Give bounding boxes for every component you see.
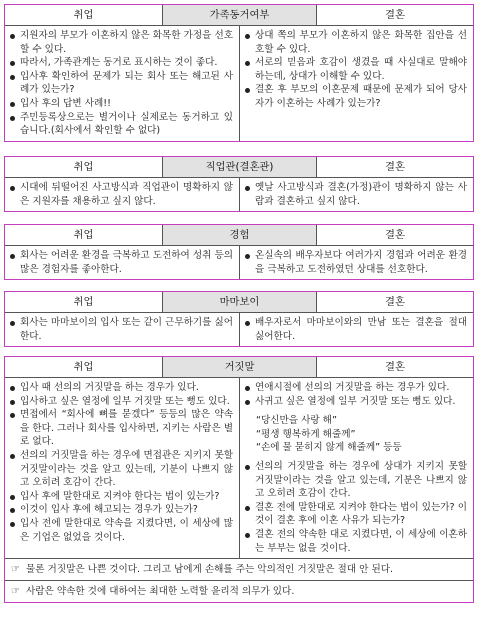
marriage-column [239, 313, 473, 346]
bullet-item: 입사후 확인하여 문제가 되는 회사 또는 해고된 사례가 있는가? [9, 70, 233, 97]
header-topic: 가족동거여부 [163, 5, 317, 25]
quote-list [244, 414, 467, 455]
header-topic: 거짓말 [163, 357, 317, 377]
bullet-item: 선의의 거짓말을 하는 경우에 면접관은 지키지 못할 거짓말이라는 것을 알고 있는데, 기분이 나쁘지 않고 오히려 호감이 간다. [9, 449, 233, 490]
note-text: 물론 거짓말은 나쁜 것이다. 그리고 남에게 손해를 주는 악의적인 거짓말은 절대 안 된다. [25, 564, 394, 575]
table-lies [4, 356, 474, 603]
quote-line: “손에 물 묻히지 않게 해줄께” 등등 [256, 442, 402, 454]
bullet-item: 결혼 전에 말한대로 지켜야 한다는 법이 있는가? 이것이 결혼 후에 이혼 사유가 되는가? [244, 501, 467, 528]
bullet-item: 면접에서 “회사에 뼈를 묻겠다” 등등의 많은 약속을 한다. 그러나 회사를 입사하면, 지키는 사람은 별로 없다. [9, 408, 233, 449]
table-header [5, 157, 473, 178]
employment-column [5, 378, 239, 558]
bullet-item: 이것이 입사 후에 해고되는 경우가 있는가? [9, 503, 233, 517]
header-employment: 취업 [5, 357, 163, 377]
header-marriage: 결혼 [385, 295, 405, 308]
table-family-cohabitation [4, 4, 474, 142]
employment-column [5, 178, 239, 211]
bullet-item: 주민등록상으로는 별거이나 실제로는 동거하고 있습니다.(회사에서 확인할 수 없다) [9, 111, 233, 138]
table-header [5, 225, 473, 246]
bullet-item: 서로의 믿음과 호감이 생겼을 때 사실대로 말해야 하는데, 상대가 이해할 수 있다. [244, 56, 467, 83]
header-employment: 취업 [5, 5, 163, 25]
note-row [5, 558, 473, 580]
bullet-item: 연애시절에 선의의 거짓말을 하는 경우가 있다. [244, 381, 467, 395]
pointing-hand-icon: ☞ [11, 563, 20, 575]
bullet-item: 입사 후에 말한대로 지켜야 한다는 법이 있는가? [9, 490, 233, 504]
marriage-column [239, 378, 473, 558]
table-header [5, 5, 473, 26]
bullet-item: 지원자의 부모가 이혼하지 않은 화목한 가정을 선호할 수 있다. [9, 29, 233, 56]
header-employment: 취업 [5, 225, 163, 245]
bullet-item: 사귀고 싶은 열정에 일부 거짓말 또는 뻥도 있다. [244, 395, 467, 409]
bullet-item: 온실속의 배우자보다 여러가지 경험과 어려운 환경을 극복하고 도전하였던 상대를 선호한다. [244, 249, 467, 276]
header-marriage: 결혼 [385, 228, 405, 241]
header-topic: 경험 [163, 225, 317, 245]
employment-column [5, 246, 239, 279]
table-experience [4, 224, 474, 280]
employment-column [5, 313, 239, 346]
header-marriage: 결혼 [385, 360, 405, 373]
quote-line: “당신만을 사랑 해” [256, 415, 337, 427]
bullet-item: 결혼 후 부모의 이혼문제 때문에 문제가 되어 당사자가 이혼하는 사례가 있는가? [244, 83, 467, 110]
bullet-item: 상대 쪽의 부모가 이혼하지 않은 화목한 집안을 선호할 수 있다. [244, 29, 467, 56]
bullet-item: 선의의 거짓말을 하는 경우에 상대가 지키지 못할 거짓말이라는 것을 알고 있는데, 기분은 나쁘지 않고 오히려 호감이 간다. [244, 460, 467, 501]
table-work-view [4, 156, 474, 212]
table-header [5, 292, 473, 313]
marriage-column [239, 26, 473, 141]
bullet-item: 입사하고 싶은 열정에 일부 거짓말 또는 뻥도 있다. [9, 395, 233, 409]
header-employment: 취업 [5, 292, 163, 312]
bullet-item: 회사는 어려운 환경을 극복하고 도전하여 성취 등의 많은 경험자를 좋아한다. [9, 249, 233, 276]
employment-column [5, 26, 239, 141]
bullet-item: 시대에 뒤떨어진 사고방식과 직업관이 명확하지 않은 지원자를 채용하고 싶지 않다. [9, 181, 233, 208]
note-text: 사람은 약속한 것에 대하여는 최대한 노력할 윤리적 의무가 있다. [25, 586, 295, 597]
bullet-item: 결혼 전의 약속한 대로 지켰다면, 이 세상에 이혼하는 부부는 없을 것이다. [244, 528, 467, 555]
table-header [5, 357, 473, 378]
bullet-item: 입사 때 선의의 거짓말을 하는 경우가 있다. [9, 381, 233, 395]
marriage-column [239, 246, 473, 279]
header-topic: 마마보이 [163, 292, 317, 312]
header-marriage: 결혼 [385, 8, 405, 21]
note-row [5, 580, 473, 602]
bullet-item: 옛날 사고방식과 결혼(가정)관이 명확하지 않는 사람과 결혼하고 싶지 않다. [244, 181, 467, 208]
pointing-hand-icon: ☞ [11, 585, 20, 597]
header-employment: 취업 [5, 157, 163, 177]
bullet-item: 입사 전에 말한대로 약속을 지켰다면, 이 세상에 많은 기업은 없었을 것이다. [9, 517, 233, 544]
bullet-item: 회사는 마마보이의 입사 또는 같이 근무하기를 싫어한다. [9, 316, 233, 343]
header-marriage: 결혼 [385, 160, 405, 173]
quote-line: “평생 행복하게 해줄께” [256, 428, 356, 440]
bullet-item: 따라서, 가족관계는 동거로 표시하는 것이 좋다. [9, 56, 233, 70]
bullet-item: 배우자로서 마마보이와의 만남 또는 결혼을 절대 싫어한다. [244, 316, 467, 343]
marriage-column [239, 178, 473, 211]
bullet-item: 입사 후의 답변 사례!! [9, 97, 233, 111]
table-mama-boy [4, 291, 474, 347]
header-topic: 직업관(결혼관) [163, 157, 317, 177]
